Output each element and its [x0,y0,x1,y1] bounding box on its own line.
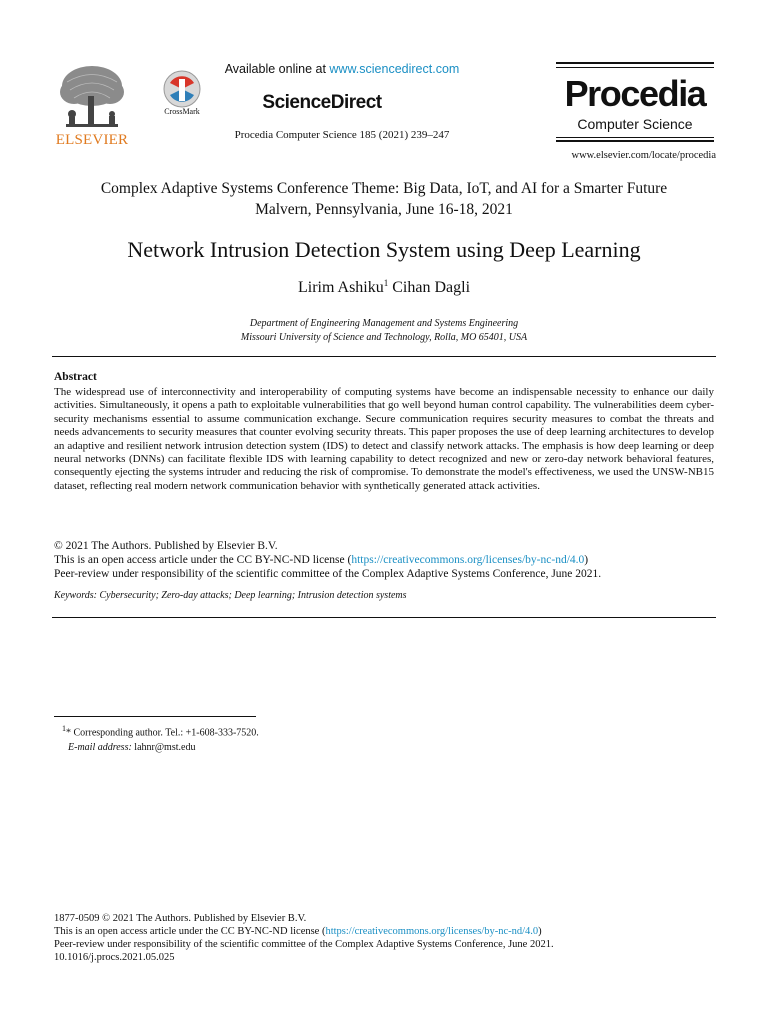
keywords-label: Keywords: [54,590,97,601]
crossmark-icon[interactable] [162,69,202,111]
abstract-top-rule [52,356,716,357]
email-label: E-mail address: [68,742,132,753]
journal-reference: Procedia Computer Science 185 (2021) 239–247 [234,129,450,141]
available-prefix: Available online at [224,62,330,76]
footer-doi[interactable]: 10.1016/j.procs.2021.05.025 [54,952,175,963]
author-1: Lirim Ashiku [297,279,384,296]
conference-theme: Complex Adaptive Systems Conference Theme: Big Data, IoT, and AI for a Smarter Future [100,180,668,197]
footnote-rule [54,716,256,717]
open-access-prefix: This is an open access article under the CC BY-NC-ND license ( [54,554,352,566]
footer-issn: 1877-0509 © 2021 The Authors. Published by Elsevier B.V. [54,913,307,924]
peer-review-line: Peer-review under responsibility of the scientific committee of the Complex Adaptive Systems Conference, June 2021. [54,568,602,580]
corresponding-author: * Corresponding author. Tel.: +1-608-333-7520. [66,727,259,739]
footnote-email [68,742,195,753]
procedia-logo [556,62,714,142]
abstract-heading: Abstract [54,371,97,383]
procedia-top-rule [556,62,714,64]
keywords-line [54,590,714,601]
procedia-wordmark: Procedia [564,73,706,114]
sciencedirect-link[interactable]: www.sciencedirect.com [329,62,460,76]
keywords-text: Cybersecurity; Zero-day attacks; Deep learning; Intrusion detection systems [96,590,407,601]
footnote-mark: 1 [62,724,66,733]
affiliation-university: Missouri University of Science and Technology, Rolla, MO 65401, USA [240,332,528,343]
procedia-bottom-rule [556,140,714,142]
procedia-subtitle: Computer Science [577,116,693,132]
author-2: Cihan Dagli [388,279,471,296]
abstract-bottom-rule [52,617,716,618]
footer-peer-review: Peer-review under responsibility of the scientific committee of the Complex Adaptive Systems Conference, June 2021. [54,939,554,950]
abstract-body: The widespread use of interconnectivity and interoperability of computing systems have become an indispensable necessity to enhance our daily activities. Simultaneously, it opens a path to exploitable vulnerabilities that go well beyond human control capability. The vulnerabilities deem cyber-security mechanisms essential to assume communication exchange. Secure communication requires security measures to combat the threats and needs advancements to security measures that counter evolving security threats. This paper proposes the use of deep learning architectures to develop an adaptive and resilient network intrusion detection system (IDS) to detect and classify network attacks. The emphasis is how deep learning or deep neural networks (DNNs) can facilitate flexible IDS with learning capability to detect recognized and new or zero-day network behavioral features, consequently ejecting the systems intruder and reducing the risk of compromise. To demonstrate the model's effectiveness, we used the UNSW-NB15 dataset, reflecting real modern network communication behavior with synthetically generated attack activities. [54,386,714,492]
email-address[interactable]: lahnr@mst.edu [131,742,196,753]
procedia-bottom-rule-thin [556,137,714,138]
available-online [212,62,472,76]
crossmark-label: CrossMark [164,107,200,116]
procedia-top-rule-thin [556,67,714,68]
paper-title: Network Intrusion Detection System using Deep Learning [127,237,641,262]
footer-open-access [54,926,714,939]
sciencedirect-title: ScienceDirect [262,92,382,113]
journal-url[interactable]: www.elsevier.com/locate/procedia [571,150,716,161]
footnote-corresponding [62,724,259,738]
footer-license-link[interactable]: https://creativecommons.org/licenses/by-nc-nd/4.0 [325,926,539,937]
open-access-line [54,553,714,567]
author-list [40,278,728,297]
author-1-footnote-mark[interactable]: 1 [383,278,389,288]
open-access-suffix: ) [584,554,589,566]
license-link[interactable]: https://creativecommons.org/licenses/by-nc-nd/4.0 [351,554,585,566]
affiliation-department: Department of Engineering Management and Systems Engineering [249,318,519,329]
copyright-line: © 2021 The Authors. Published by Elsevier B.V. [54,540,278,552]
footer-oa-suffix: ) [538,926,542,937]
footer-oa-prefix: This is an open access article under the CC BY-NC-ND license ( [54,926,326,937]
conference-location: Malvern, Pennsylvania, June 16-18, 2021 [255,201,513,218]
elsevier-wordmark: ELSEVIER [55,132,129,148]
